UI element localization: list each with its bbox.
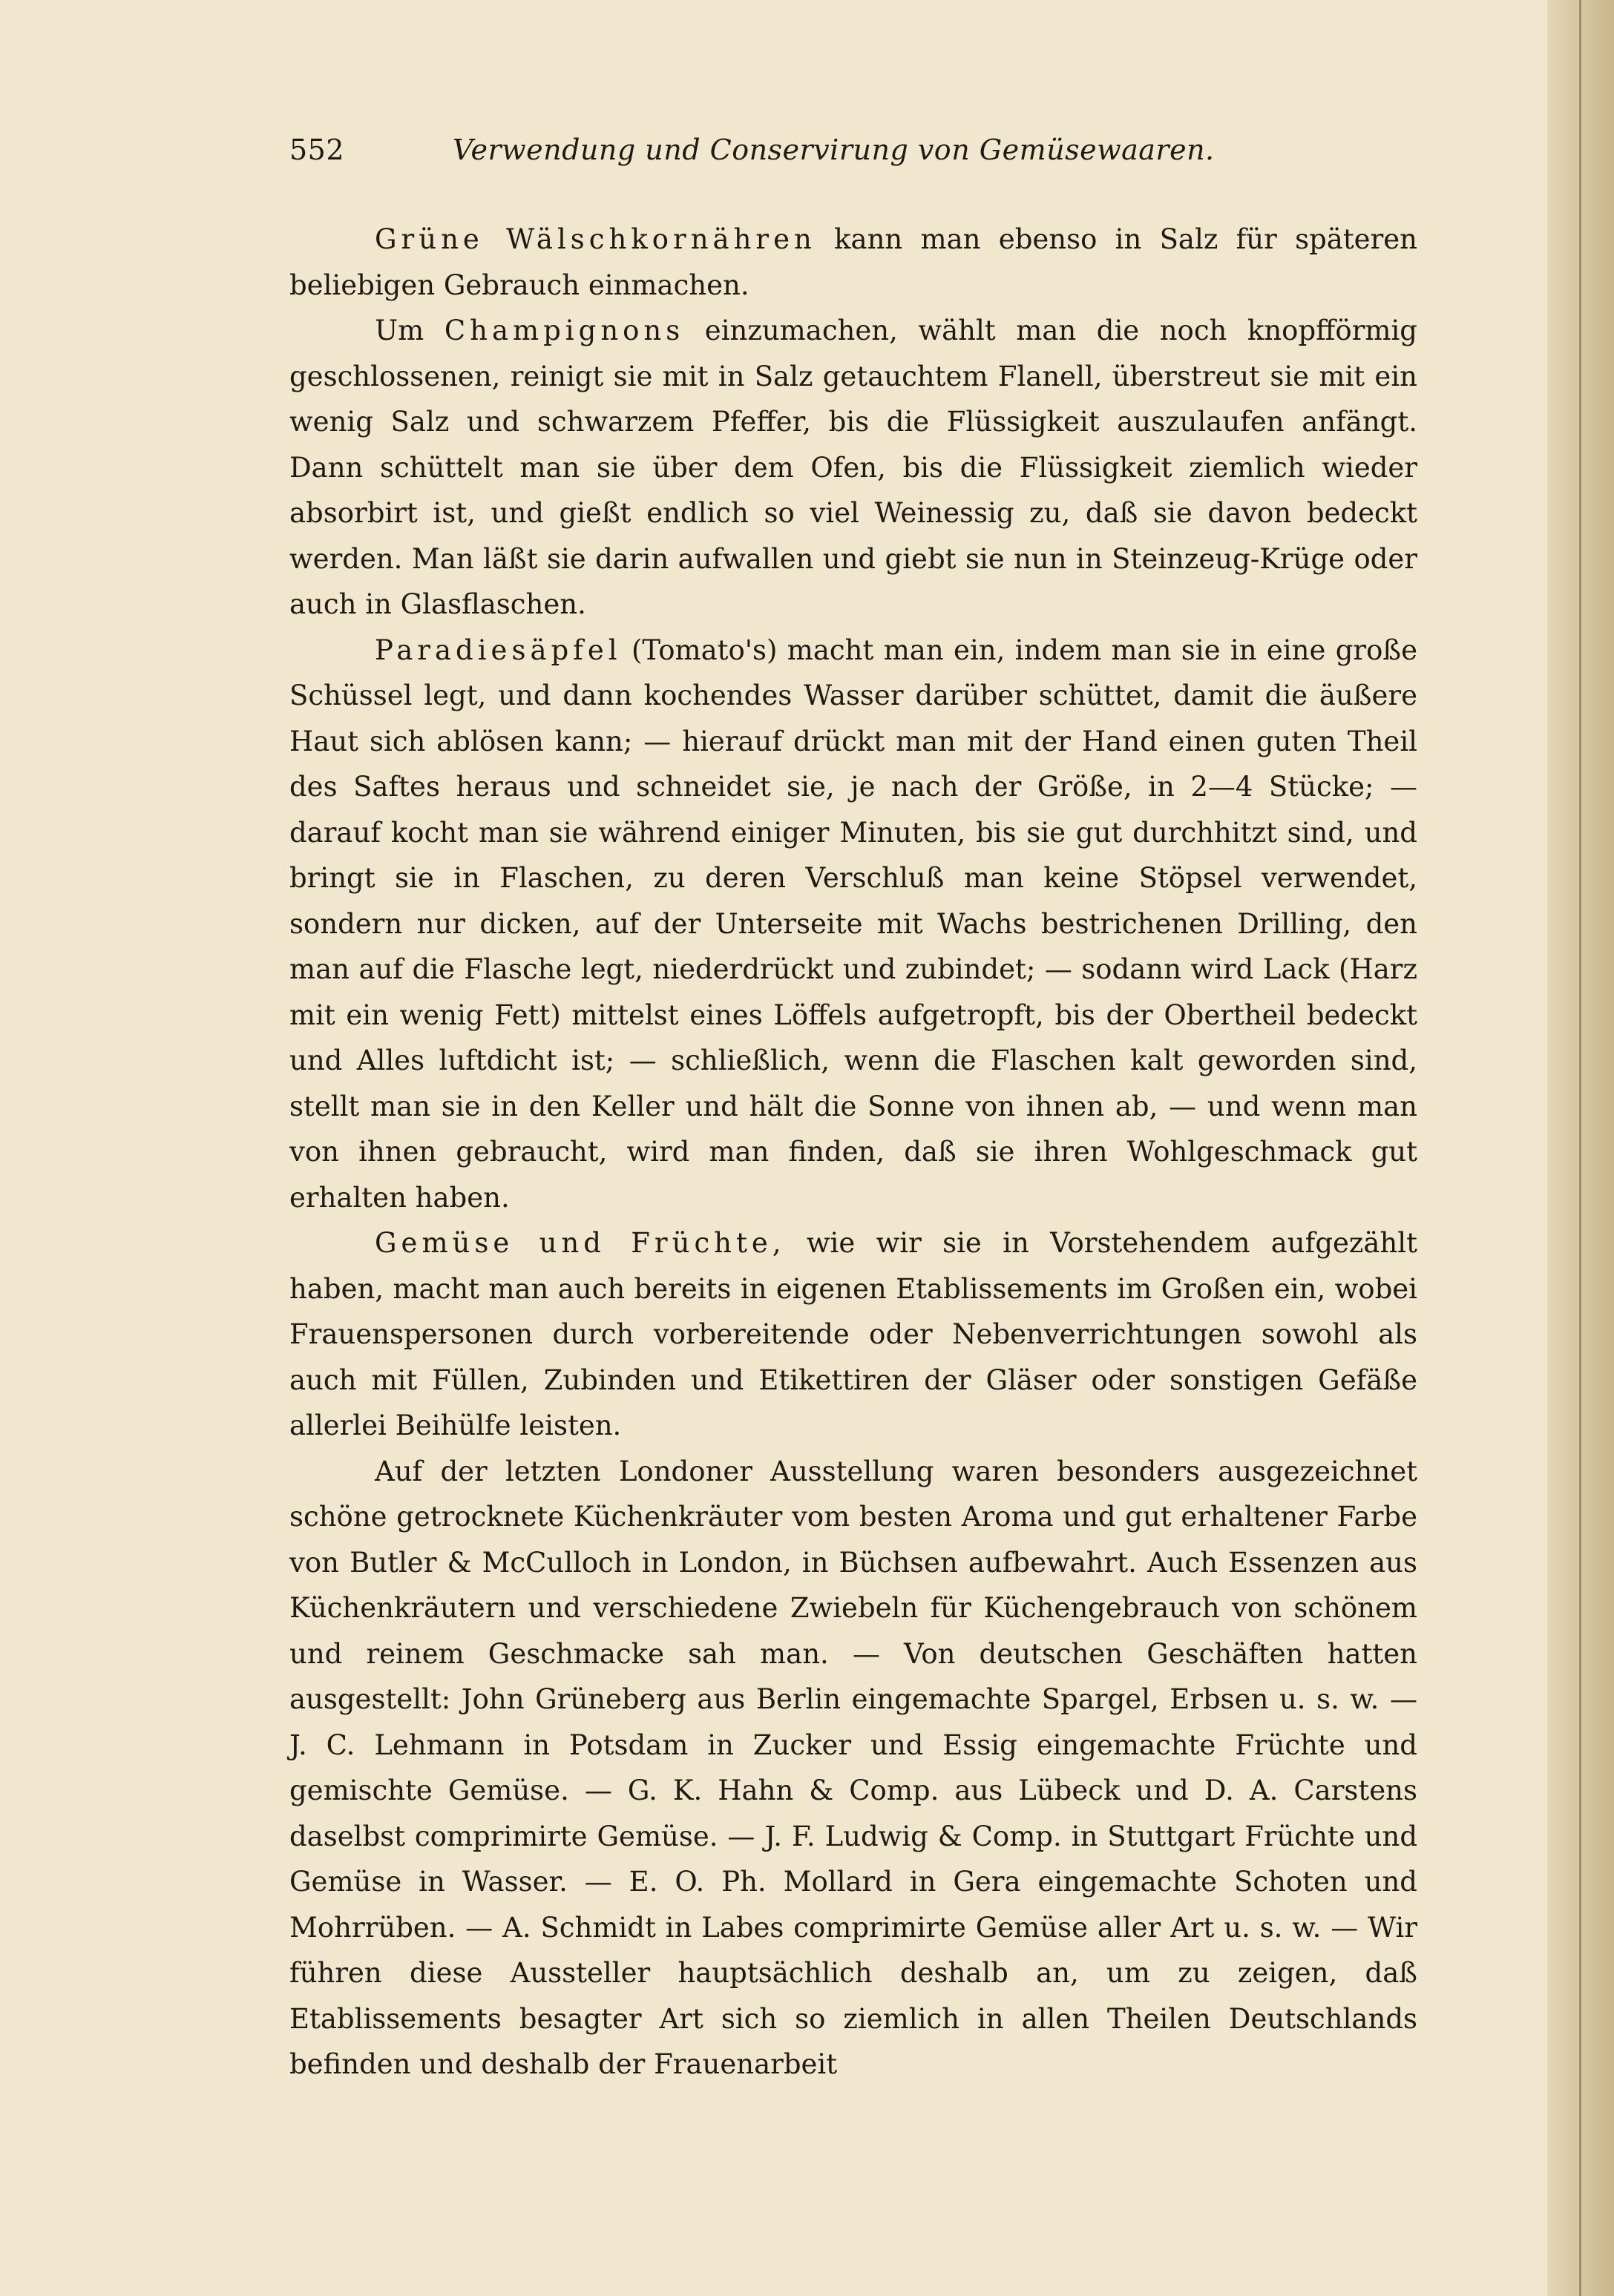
paragraph-5: [289, 1449, 1417, 2088]
paragraph-4-lead: Gemüse und Früchte,: [375, 1227, 786, 1259]
paragraph-2-text: einzumachen, wählt man die noch knopfförmig geschlossenen, reinigt sie mit in Salz getauchtem Flanell, überstreut sie mit ein wenig Salz und schwarzem Pfeffer, bis die Flüssigkeit auszulaufen anfängt. Dann schüttelt man sie über dem Ofen, bis die Flüssigkeit ziemlich wieder absorbirt ist, und gießt endlich so viel Weinessig zu, daß sie davon bedeckt werden. Man läßt sie darin aufwallen und giebt sie nun in Steinzeug-Krüge oder auch in Glasflaschen.: [289, 315, 1417, 620]
page-header: [289, 134, 1417, 200]
book-page: [289, 134, 1417, 2088]
paragraph-4: [289, 1220, 1417, 1449]
paragraph-1-text: kann man ebenso in Salz für späteren beliebigen Gebrauch einmachen.: [289, 223, 1417, 301]
paragraph-2: [289, 308, 1417, 628]
paragraph-3: [289, 628, 1417, 1221]
paragraph-3-text: (Tomato's) macht man ein, indem man sie in eine große Schüssel legt, und dann kochendes Wasser darüber schüttet, damit die äußere Haut sich ablösen kann; — hierauf drückt man mit der Hand einen guten Theil des Saftes heraus und schneidet sie, je nach der Größe, in 2—4 Stücke; — darauf kocht man sie während einiger Minuten, bis sie gut durchhitzt sind, und bringt sie in Flaschen, zu deren Verschluß man keine Stöpsel verwendet, sondern nur dicken, auf der Unterseite mit Wachs bestrichenen Drilling, den man auf die Flasche legt, niederdrückt und zubindet; — sodann wird Lack (Harz mit ein wenig Fett) mittelst eines Löffels aufgetropft, bis der Obertheil bedeckt und Alles luftdicht ist; — schließlich, wenn die Flaschen kalt geworden sind, stellt man sie in den Keller und hält die Sonne von ihnen ab, — und wenn man von ihnen gebraucht, wird man finden, daß sie ihren Wohlgeschmack gut erhalten haben.: [289, 634, 1417, 1214]
body-text: [289, 217, 1417, 2088]
paragraph-2-pre: Um: [375, 315, 444, 346]
binding-line: [1579, 0, 1581, 2296]
running-head: Verwendung und Conservirung von Gemüsewaaren.: [453, 134, 1215, 166]
paragraph-2-lead: Champignons: [444, 315, 685, 346]
paragraph-5-text: Auf der letzten Londoner Ausstellung waren besonders ausgezeichnet schöne getrocknete Küchenkräuter vom besten Aroma und gut erhaltener Farbe von Butler & McCulloch in London, in Büchsen aufbewahrt. Auch Essenzen aus Küchenkräutern und verschiedene Zwiebeln für Küchengebrauch von schönem und reinem Geschmacke sah man. — Von deutschen Geschäften hatten ausgestellt: John Grüneberg aus Berlin eingemachte Spargel, Erbsen u. s. w. — J. C. Lehmann in Potsdam in Zucker und Essig eingemachte Früchte und gemischte Gemüse. — G. K. Hahn & Comp. aus Lübeck und D. A. Carstens daselbst comprimirte Gemüse. — J. F. Ludwig & Comp. in Stuttgart Früchte und Gemüse in Wasser. — E. O. Ph. Mollard in Gera eingemachte Schoten und Mohrrüben. — A. Schmidt in Labes comprimirte Gemüse aller Art u. s. w. — Wir führen diese Aussteller hauptsächlich deshalb an, um zu zeigen, daß Etablissements besagter Art sich so ziemlich in allen Theilen Deutschlands befinden und deshalb der Frauenarbeit: [289, 1455, 1417, 2080]
paragraph-1: [289, 217, 1417, 308]
paragraph-3-lead: Paradiesäpfel: [375, 634, 622, 666]
page-number: 552: [289, 134, 345, 166]
paragraph-1-lead: Grüne Wälschkornähren: [375, 223, 816, 255]
paragraph-4-text: wie wir sie in Vorstehendem aufgezählt haben, macht man auch bereits in eigenen Etablissements im Großen ein, wobei Frauenspersonen durch vorbereitende oder Nebenverrichtungen sowohl als auch mit Füllen, Zubinden und Etikettiren der Gläser oder sonstigen Gefäße allerlei Beihülfe leisten.: [289, 1227, 1417, 1441]
